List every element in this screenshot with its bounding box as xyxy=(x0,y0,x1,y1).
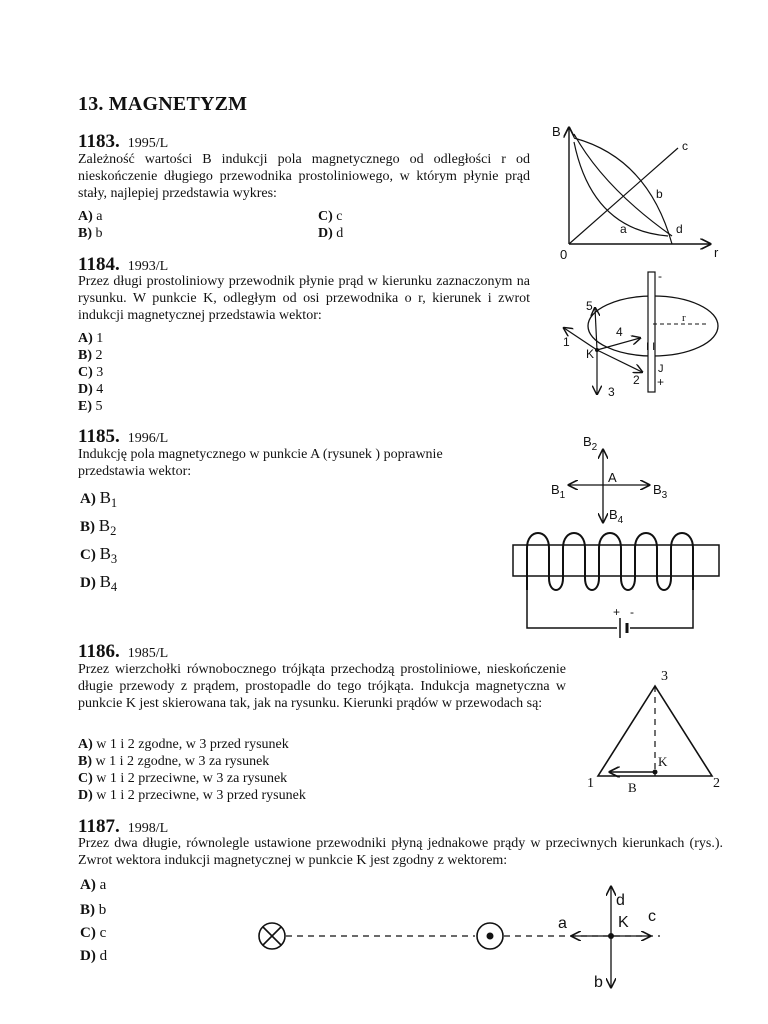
label-a: a xyxy=(620,222,627,236)
vector-2-label: 2 xyxy=(633,373,640,387)
b4-label: $B_4$ xyxy=(609,507,624,526)
point-k-label: K xyxy=(658,754,668,769)
problem-1185-text: Indukcję pola magnetycznego w punkcie A (rysunek ) poprawnie przedstawia wektor: xyxy=(78,447,443,479)
vector-4-label: 4 xyxy=(616,325,623,339)
label-c: c xyxy=(682,139,688,153)
chapter-title: 13. MAGNETYZM xyxy=(78,93,248,115)
answer-b: B) w 1 i 2 zgodne, w 3 za rysunek xyxy=(78,754,270,769)
conductor xyxy=(648,272,655,392)
answer-a: A) w 1 i 2 zgodne, w 3 przed rysunek xyxy=(78,737,289,752)
point-k-label: K xyxy=(586,347,595,361)
vector-4 xyxy=(597,338,640,350)
vertex-2-label: 2 xyxy=(713,776,720,791)
plus-label: + xyxy=(657,375,665,389)
answer-b: B) $B_2$ xyxy=(80,516,117,538)
problem-number: 1183. xyxy=(78,131,120,152)
problem-year: 1998/L xyxy=(127,821,169,836)
vector-c-label: c xyxy=(648,908,656,925)
figure-1185-solenoid xyxy=(505,428,730,643)
figure-1184-wire xyxy=(550,266,730,406)
answer-d: D) 4 xyxy=(78,382,104,397)
figure-1187-wires xyxy=(250,875,670,995)
vector-b-label: B xyxy=(628,780,637,795)
answer-b: B) b xyxy=(80,902,107,918)
vector-b-label: b xyxy=(594,974,603,991)
answer-c: C) c xyxy=(80,925,107,941)
problem-number: 1184. xyxy=(78,254,120,275)
radius-label: r xyxy=(682,312,686,324)
vector-1-label: 1 xyxy=(563,335,570,349)
problem-year: 1995/L xyxy=(127,136,169,151)
b2-label: $B_2$ xyxy=(583,434,598,453)
battery-plus: + xyxy=(613,605,621,619)
problem-year: 1993/L xyxy=(127,259,169,274)
answer-c: C) w 1 i 2 przeciwne, w 3 za rysunek xyxy=(78,771,288,786)
vector-d-label: d xyxy=(616,892,625,909)
problem-1183-header xyxy=(78,131,168,153)
answer-b: B) b xyxy=(78,226,103,241)
b3-label: $B_3$ xyxy=(653,482,668,501)
answer-a: A) a xyxy=(80,877,107,893)
vector-a-label: a xyxy=(558,915,567,932)
problem-year: 1985/L xyxy=(127,646,169,661)
answer-d: D) d xyxy=(318,226,344,241)
answer-d: D) $B_4$ xyxy=(80,572,118,594)
current-mark: I I xyxy=(646,341,656,353)
answer-d: D) d xyxy=(80,948,108,964)
problem-1187-text: Przez dwa długie, równolegle ustawione przewodniki płyną jednakowe prądy w przeciwnych kierunkach (rys.). Zwrot wektora indukcji magnetycznej w punkcie K jest zgodny z wektorem: xyxy=(78,836,723,868)
answer-d: D) w 1 i 2 przeciwne, w 3 przed rysunek xyxy=(78,788,306,803)
answer-a: A) a xyxy=(78,209,103,224)
answer-c: C) $B_3$ xyxy=(80,544,118,566)
vector-2 xyxy=(597,350,642,372)
battery-minus: - xyxy=(630,605,634,619)
answer-b: B) 2 xyxy=(78,348,103,363)
problem-number: 1186. xyxy=(78,641,120,662)
problem-1186-header xyxy=(78,641,168,663)
vector-3-label: 3 xyxy=(608,385,615,399)
answer-c: C) 3 xyxy=(78,365,104,380)
current-label: J xyxy=(658,363,664,375)
b1-label: $B_1$ xyxy=(551,482,566,501)
point-k-label: K xyxy=(618,914,629,931)
answer-c: C) c xyxy=(318,209,343,224)
point-a-label: A xyxy=(608,470,617,485)
problem-1184-text: Przez długi prostoliniowy przewodnik płynie prąd w kierunku zaznaczonym na rysunku. W punkcie K, odległym od osi przewodnika o r, kierunek i zwrot indukcji magnetycznej przedstawia wektor: xyxy=(78,274,530,323)
label-d: d xyxy=(676,222,683,236)
vertex-3-label: 3 xyxy=(661,669,668,684)
label-b: b xyxy=(656,187,663,201)
problem-year: 1996/L xyxy=(127,431,169,446)
vertex-1-label: 1 xyxy=(587,776,594,791)
vector-5-label: 5 xyxy=(586,299,593,313)
solenoid-core xyxy=(513,545,719,576)
minus-label: - xyxy=(658,269,662,283)
problem-number: 1185. xyxy=(78,426,120,447)
problem-number: 1187. xyxy=(78,816,120,837)
circuit-wire-left xyxy=(527,590,617,628)
circuit-wire-right xyxy=(630,590,693,628)
vector-5 xyxy=(595,308,597,350)
origin-label: 0 xyxy=(560,247,568,262)
figure-1183-graph xyxy=(540,120,740,270)
y-axis-label: B xyxy=(552,124,561,139)
problem-1185-header xyxy=(78,426,168,448)
x-axis-label: r xyxy=(714,245,719,260)
answer-a: A) 1 xyxy=(78,331,104,346)
problem-1186-text: Przez wierzchołki równobocznego trójkąta przechodzą prostoliniowe, nieskończenie długie przewody z prądem, prostopadle do tego trójkąta. Indukcja magnetyczna w punkcie K jest skierowana tak, jak na rysunku. Kierunki prądów w przewodach są: xyxy=(78,662,566,711)
figure-1186-triangle xyxy=(578,664,728,800)
answer-e: E) 5 xyxy=(78,399,103,414)
problem-1183-text: Zależność wartości B indukcji pola magnetycznego od odległości r od nieskończenie długiego przewodnika prostoliniowego, w którym płynie prąd stały, najlepiej przedstawia wykres: xyxy=(78,152,530,201)
